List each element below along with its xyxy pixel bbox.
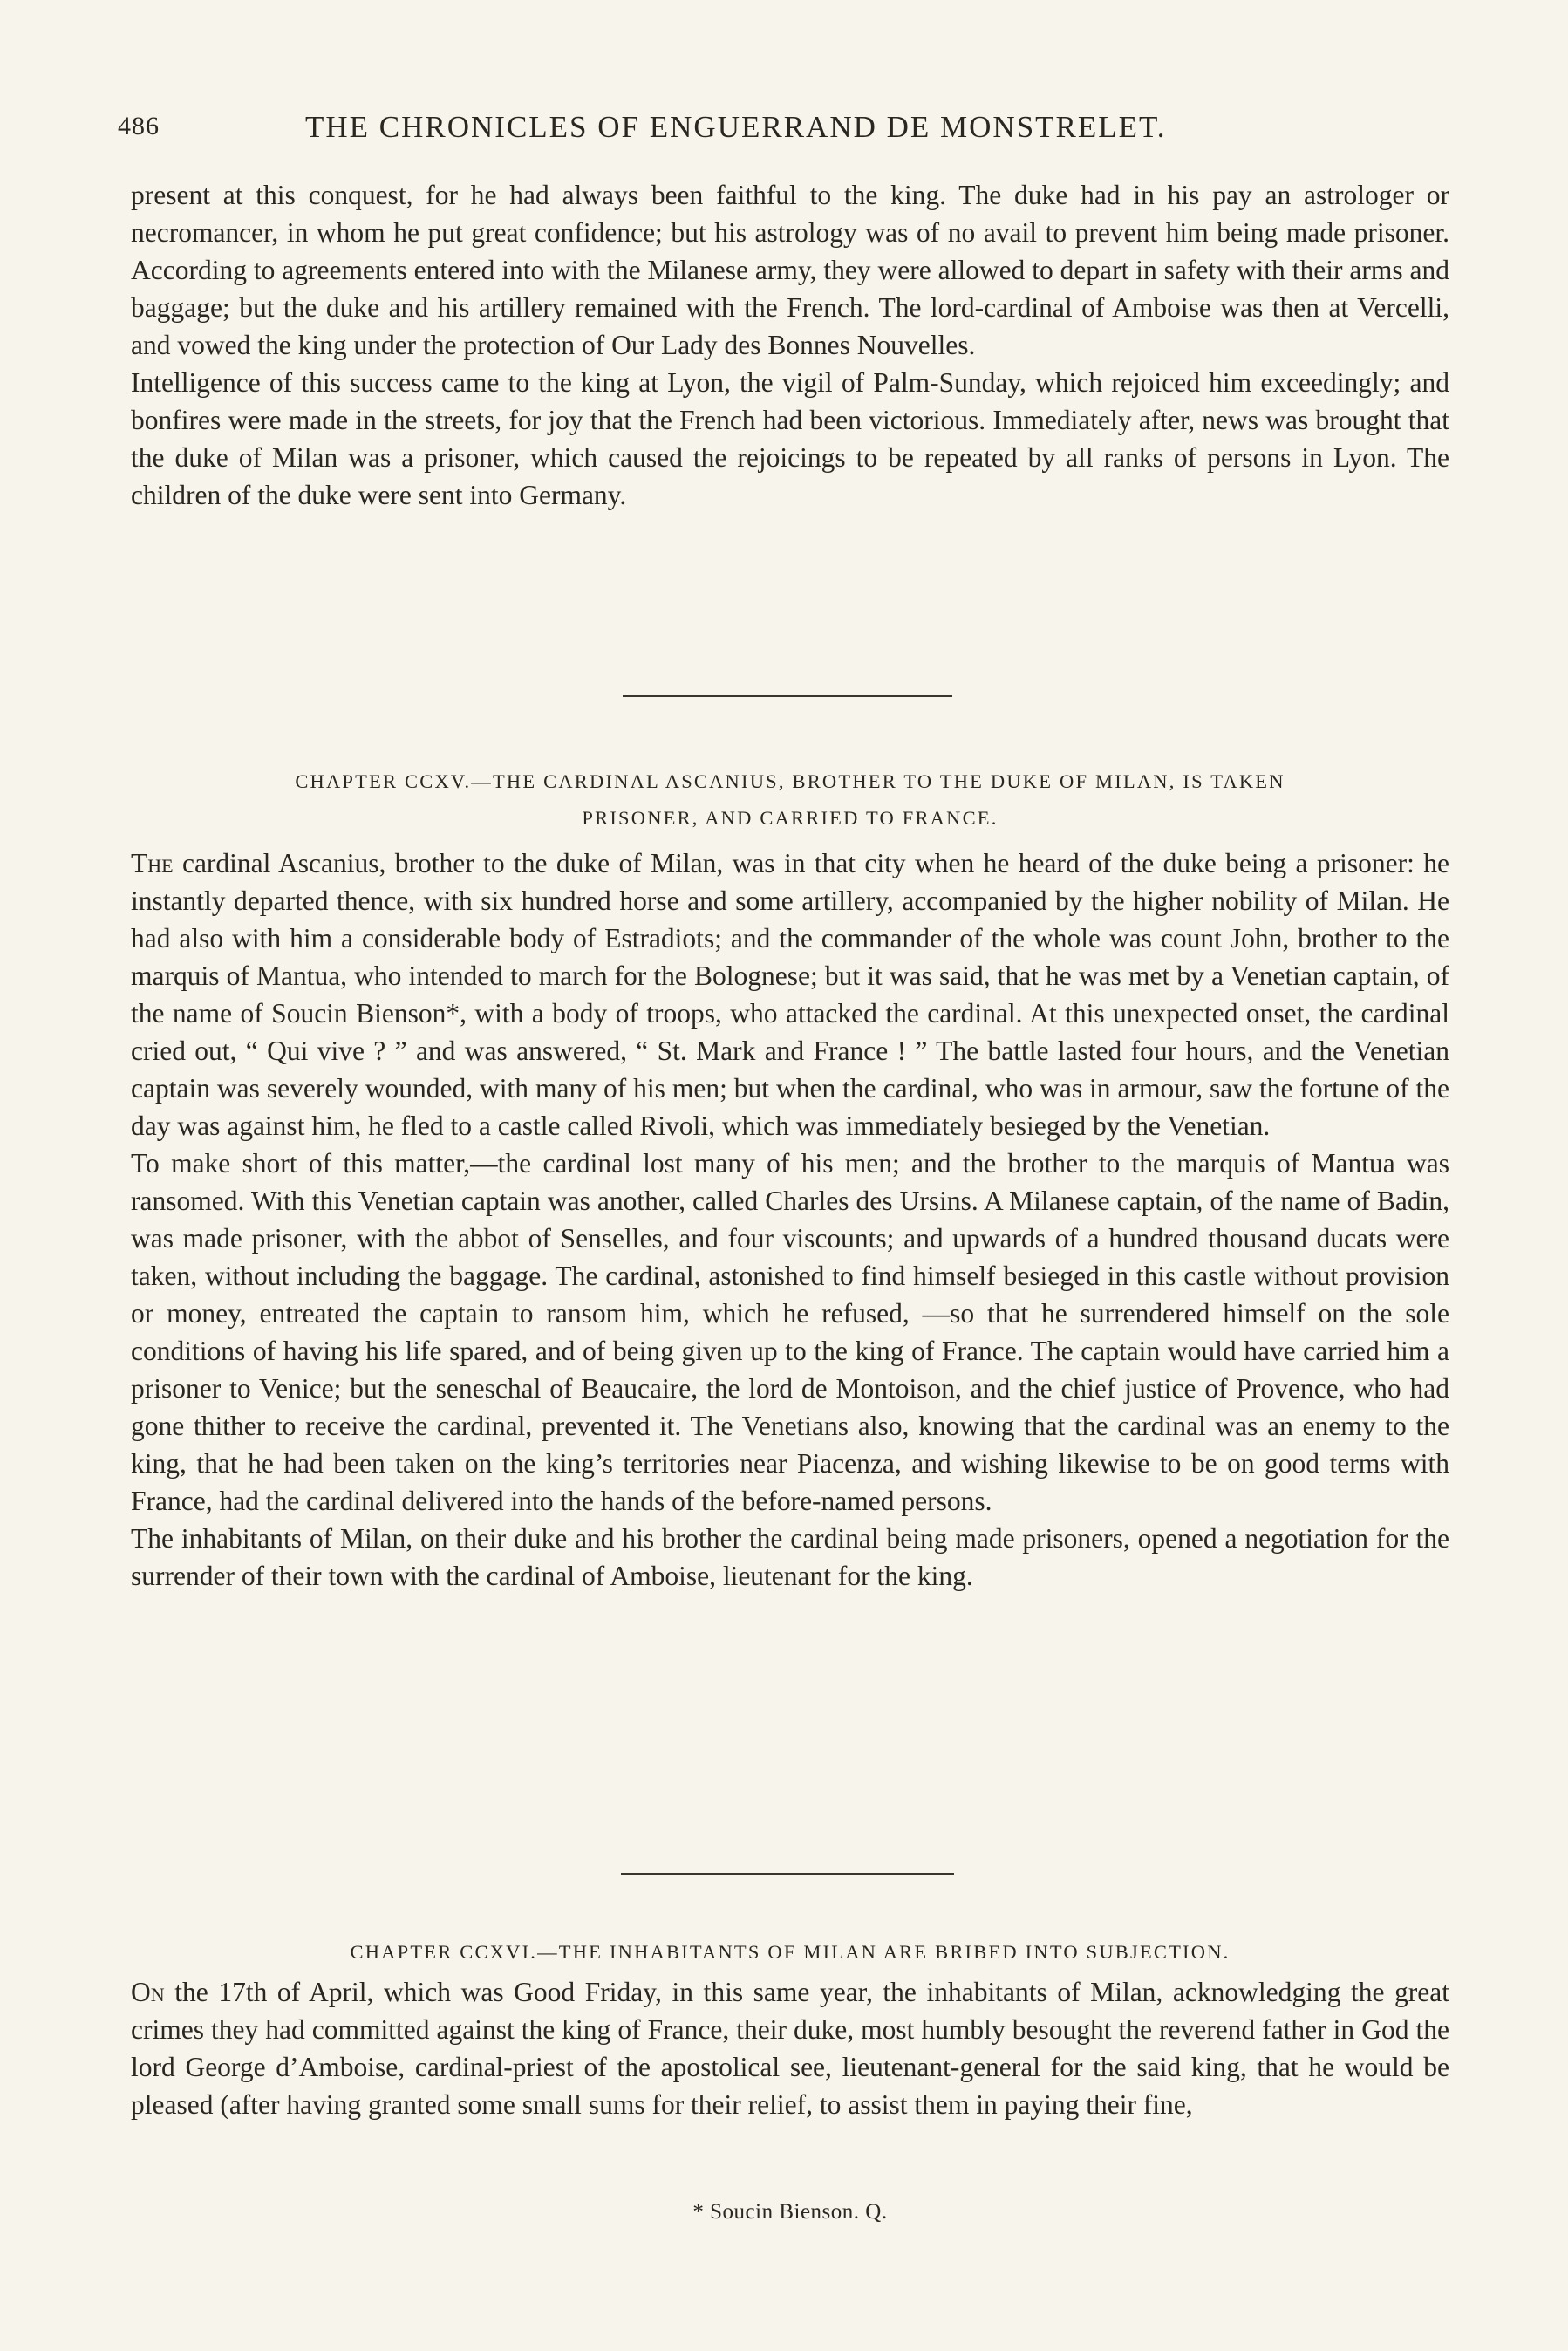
continued-text xyxy=(131,176,1449,514)
paragraph: To make short of this matter,—the cardinal lost many of his men; and the brother to the marquis of Mantua was ransomed. With this Venetian captain was another, called Charles des Ursins. A Milanese captain, of the name of Badin, was made prisoner, with the abbot of Senselles, and four viscounts; and upwards of a hundred thousand ducats were taken, without including the baggage. The cardinal, astonished to find himself besieged in this castle without provision or money, entreated the captain to ransom him, which he refused, —so that he surrendered himself on the sole conditions of having his life spared, and of being given up to the king of France. The captain would have carried him a prisoner to Venice; but the seneschal of Beaucaire, the lord de Montoison, and the chief justice of Provence, who had gone thither to receive the cardinal, prevented it. The Venetians also, knowing that the cardinal was an enemy to the king, that he had been taken on the king’s territories near Piacenza, and wishing likewise to be on good terms with France, had the cardinal delivered into the hands of the before-named persons. xyxy=(131,1148,1449,1516)
section-divider xyxy=(623,695,952,697)
running-title: THE CHRONICLES OF ENGUERRAND DE MONSTRELET. xyxy=(305,110,1167,144)
footnote: * Soucin Bienson. Q. xyxy=(692,2200,888,2224)
paragraph: Intelligence of this success came to the king at Lyon, the vigil of Palm-Sunday, which rejoiced him exceedingly; and bonfires were made in the streets, for joy that the French had been victorious. Immediately after, news was brought that the duke of Milan was a prisoner, which caused the rejoicings to be repeated by all ranks of persons in Lyon. The children of the duke were sent into Germany. xyxy=(131,367,1449,510)
chapter-heading-line: CHAPTER CCXVI.—THE INHABITANTS OF MILAN ARE BRIBED INTO SUBJECTION. xyxy=(350,1941,1231,1963)
paragraph: The inhabitants of Milan, on their duke and his brother the cardinal being made prisoners, opened a negotiation for the surrender of their town with the cardinal of Amboise, lieutenant for the king. xyxy=(131,1523,1449,1591)
chapter-ccxv-body xyxy=(131,844,1449,1595)
paragraph-text: the 17th of April, which was Good Friday, in this same year, the inhabitants of Milan, acknowledging the great crimes they had committed against the king of France, their duke, most humbly besought the reverend father in God the lord George d’Amboise, cardinal-priest of the apostolical see, lieutenant-general for the said king, that he would be pleased (after having granted some small sums for their relief, to assist them in paying their fine, xyxy=(131,1977,1449,2120)
chapter-ccxvi-body xyxy=(131,1973,1449,2123)
section-divider xyxy=(621,1873,954,1875)
lead-word: On xyxy=(131,1977,165,2007)
lead-word: The xyxy=(131,848,174,878)
page-number: 486 xyxy=(118,112,160,140)
paragraph xyxy=(131,1973,1449,2123)
chapter-heading-ccxvi xyxy=(131,1934,1449,1971)
running-head xyxy=(118,112,1448,154)
paragraph: present at this conquest, for he had always been faithful to the king. The duke had in his pay an astrologer or necromancer, in whom he put great confidence; but his astrology was of no avail to prevent him being made prisoner. According to agreements entered into with the Milanese army, they were allowed to depart in safety with their arms and baggage; but the duke and his artillery remained with the French. The lord-cardinal of Amboise was then at Vercelli, and vowed the king under the protection of Our Lady des Bonnes Nouvelles. xyxy=(131,180,1449,360)
paragraph xyxy=(131,844,1449,1145)
chapter-heading-ccxv xyxy=(131,763,1449,837)
chapter-heading-line: PRISONER, AND CARRIED TO FRANCE. xyxy=(582,807,999,829)
chapter-heading-line: CHAPTER CCXV.—THE CARDINAL ASCANIUS, BROTHER TO THE DUKE OF MILAN, IS TAKEN xyxy=(295,770,1285,792)
paragraph-text: cardinal Ascanius, brother to the duke of Milan, was in that city when he heard of the duke being a prisoner: he instantly departed thence, with six hundred horse and some artillery, accompanied by the higher nobility of Milan. He had also with him a considerable body of Estradiots; and the commander of the whole was count John, brother to the marquis of Mantua, who intended to march for the Bolognese; but it was said, that he was met by a Venetian captain, of the name of Soucin Bienson*, with a body of troops, who attacked the cardinal. At this unexpected onset, the cardinal cried out, “ Qui vive ? ” and was answered, “ St. Mark and France ! ” The battle lasted four hours, and the Venetian captain was severely wounded, with many of his men; but when the cardinal, who was in armour, saw the fortune of the day was against him, he fled to a castle called Rivoli, which was immediately besieged by the Venetian. xyxy=(131,848,1449,1141)
